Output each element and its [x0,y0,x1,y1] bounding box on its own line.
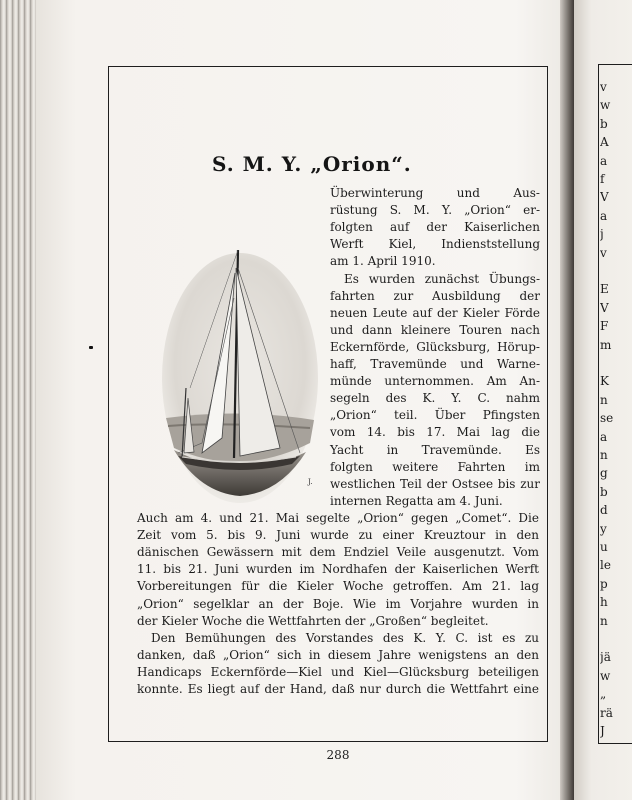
next-page-line: F [600,319,609,334]
next-page-line: v [600,245,607,260]
next-page-line: a [600,208,608,223]
image-signature: J. [308,478,313,486]
ink-mark [89,346,93,349]
next-page-line: b [600,116,608,131]
next-page-line: rä [600,705,613,720]
next-page-line: m [600,337,612,352]
column-line: Werft Kiel, Indienststellung [330,237,540,252]
next-page-line: n [600,392,608,407]
next-page-line: w [600,98,611,113]
column-line: Überwinterung und Aus- [330,186,540,200]
next-page-line: w [600,668,611,683]
body-line: Zeit vom 5. bis 9. Juni wurde zu einer Kreuztour in den [137,528,539,543]
column-line: Eckernförde, Glücksburg, Hörup- [330,339,540,354]
column-line: Es wurden zunächst Übungs- [344,271,540,286]
next-page-line: h [600,595,608,610]
page-number: 288 [326,748,350,762]
next-page-line: „ [600,687,607,702]
next-page-line: b [600,484,608,499]
column-line: „Orion“ teil. Über Pfingsten [330,408,540,423]
column-line: folgten weitere Fahrten im [330,459,540,474]
body-line: Auch am 4. und 21. Mai segelte „Orion“ gegen „Comet“. Die [137,511,539,525]
body-line: Handicaps Eckernförde—Kiel und Kiel—Glücksburg beteiligen [137,664,539,679]
next-page-line: n [600,448,608,462]
next-page-line: K [600,374,609,389]
next-page-line: y [600,521,607,536]
body-line: Den Bemühungen des Vorstandes des K. Y. C. ist es zu [151,630,539,645]
body-line: Vorbereitungen für die Kieler Woche getroffen. Am 21. lag [137,579,539,594]
next-page-line: n [600,613,608,628]
body-line: 11. bis 21. Juni wurden im Nordhafen der Kaiserlichen Werft [137,562,539,577]
next-page-line: v [600,80,607,94]
body-line: konnte. Es liegt auf der Hand, daß nur durch die Wettfahrt eine [137,682,539,696]
column-line: Yacht in Travemünde. Es [330,442,540,457]
column-line: neuen Leute auf der Kieler Förde [330,305,540,320]
column-line: rüstung S. M. Y. „Orion“ er- [330,203,540,218]
next-page-line: a [600,153,608,168]
next-page-line: d [600,503,608,518]
column-line: vom 14. bis 17. Mai lag die [330,425,540,440]
next-page-line: A [600,135,609,150]
column-line: internen Regatta am 4. Juni. [330,493,503,508]
body-line: dänischen Gewässern mit dem Endziel Veile ausgenutzt. Vom [137,545,539,560]
column-line: und dann kleinere Touren nach [330,322,540,337]
next-page-line: jä [600,650,611,665]
next-page-line: g [600,466,608,481]
column-line: segeln des K. Y. C. nahm [330,391,540,406]
column-line: westlichen Teil der Ostsee bis zur [330,476,540,491]
next-page-line: p [600,576,608,591]
body-line: danken, daß „Orion“ sich in diesem Jahre wenigstens an den [137,647,539,662]
column-line: haff, Travemünde und Warne- [330,357,540,371]
column-line: folgten auf der Kaiserlichen [330,220,540,235]
next-page-line: j [600,227,604,242]
next-page-line: f [600,172,605,186]
column-line: münde unternommen. Am An- [330,374,540,389]
sailing-yacht-illustration [160,238,320,503]
next-page-line: a [600,429,608,444]
body-line: der Kieler Woche die Wettfahrten der „Großen“ begleitet. [137,613,489,628]
column-line: am 1. April 1910. [330,254,436,269]
next-page-line: E [600,282,609,297]
next-page-line: le [600,558,611,573]
next-page-line: se [600,411,614,426]
page-title: S. M. Y. „Orion“. [212,152,412,176]
body-line: „Orion“ segelklar an der Boje. Wie im Vorjahre wurden in [137,596,539,611]
next-page-line: V [600,190,609,205]
next-page-line: V [600,300,609,315]
column-line: fahrten zur Ausbildung der [330,288,540,303]
next-page-line: J [600,724,605,738]
next-page-line: u [600,540,608,554]
